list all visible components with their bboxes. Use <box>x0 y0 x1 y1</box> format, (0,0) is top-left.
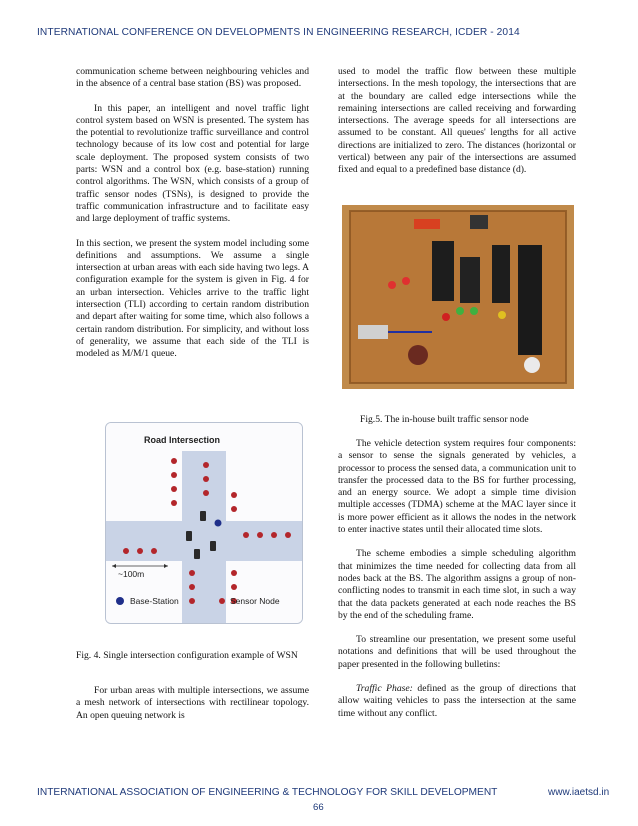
horizontal-road <box>106 521 302 561</box>
legend-base-label: Base-Station <box>130 596 179 606</box>
right-paragraph-5 <box>338 683 576 720</box>
left-paragraph-4: For urban areas with multiple intersections, we assume a mesh network of intersections with rectilinear topology. An open queuing network is <box>76 685 309 721</box>
base-station-node <box>215 520 222 527</box>
footer-url[interactable]: www.iaetsd.in <box>548 787 610 798</box>
circuit-board-image <box>342 205 574 389</box>
right-paragraph-4: To streamline our presentation, we present some useful notations and definitions that will be used throughout the paper presented in the following bulletins: <box>338 634 576 670</box>
figure-title: Road Intersection <box>144 435 221 445</box>
legend-base-marker <box>116 597 124 605</box>
traffic-phase-definition: defined as the group of directions that allow waiting vehicles to pass the intersection at the same time without any conflict. <box>338 683 576 719</box>
right-paragraph-2: The vehicle detection system requires four components: a sensor to sense the signals generated by vehicles, a processor to process the sensed data, a communication unit to transfer the processed data to the BS for further processing, and an energy source. We adopt a simple time division multiple accesses (TDMA) scheme at the MAC layer since it is more power efficient as it allows the nodes in the network to enter inactive states until their allocated time slots. <box>338 438 576 536</box>
right-column-top <box>338 66 576 177</box>
figure-4-caption: Fig. 4. Single intersection configuration example of WSN <box>76 650 298 661</box>
left-paragraph-2: In this paper, an intelligent and novel traffic light control system based on WSN is presented. The system has the potential to revolutionize traffic surveillance and control technology because of its low cost and potential for large scale deployment. The proposed system consists of two parts: WSN and a control box (e.g. base-station) running control algorithms. The WSN, which consists of a group of traffic sensor nodes (TSNs), is designed to provide the traffic communication infrastructure and to facilitate easy and large deployment of traffic systems. <box>76 102 309 225</box>
left-column <box>76 66 309 361</box>
figure-5-sensor-node-photo <box>342 205 574 389</box>
left-paragraph-1: communication scheme between neighbouring vehicles and in the absence of a central base station (BS) was proposed. <box>76 66 309 90</box>
right-column-bottom <box>338 438 576 720</box>
running-header: INTERNATIONAL CONFERENCE ON DEVELOPMENTS IN ENGINEERING RESEARCH, ICDER - 2014 <box>37 27 520 38</box>
figure-4-intersection-diagram <box>105 422 303 624</box>
legend-sensor-label: Sensor Node <box>230 596 280 606</box>
left-paragraph-3: In this section, we present the system model including some definitions and assumptions. We assume a single intersection at urban areas with each side having two legs. A configuration example for the system is given in Fig. 4 for an urban intersection. Vehicles arrive to the traffic light intersection (TLI) according to certain random distribution and depart after waiting for some time, which also follows a certain random distribution. For simplicity, and without loss of generality, we assume that each side of the TLI is modeled as M/M/1 queue. <box>76 237 309 360</box>
legend-sensor-marker <box>219 598 225 604</box>
right-paragraph-1: used to model the traffic flow between these multiple intersections. In the mesh topology, the intersections that are at the boundary are called edge intersections while the remaining intersections are called receiving and forwarding intersections. The average speeds for all intersections are assumed to be constant. All queues' lengths for all active directions are initialized to zero. The distances (horizontal or vertical) between any pair of the intersections are assumed fixed and equal to a predefined base distance (d). <box>338 66 576 176</box>
intersection-svg <box>106 423 302 623</box>
right-paragraph-3: The scheme embodies a simple scheduling algorithm that minimizes the time needed for collecting data from all nodes back at the BS. The algorithm assigns a group of non-conflicting nodes to transmit in each time slot, in such a way that the data packets generated at each node reaches the BS by the end of the scheduling frame. <box>338 548 576 621</box>
page-number: 66 <box>313 802 324 813</box>
figure-5-caption: Fig.5. The in-house built traffic sensor node <box>360 414 529 425</box>
traffic-phase-term: Traffic Phase: <box>356 683 413 695</box>
distance-label: ~100m <box>118 569 145 579</box>
left-column-bottom <box>76 685 309 722</box>
footer-association: INTERNATIONAL ASSOCIATION OF ENGINEERING & TECHNOLOGY FOR SKILL DEVELOPMENT <box>37 787 498 798</box>
